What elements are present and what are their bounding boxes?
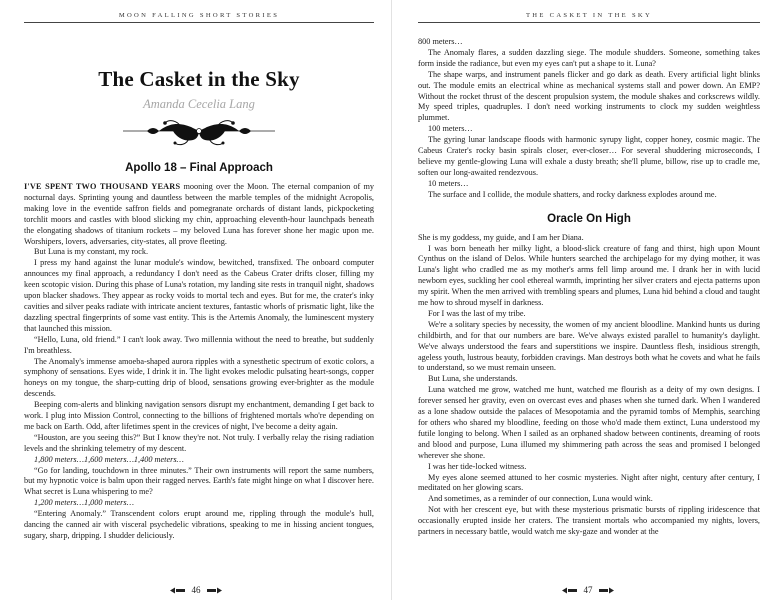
paragraph-altitude: 100 meters… [428,124,473,134]
running-head-left: MOON FALLING SHORT STORIES [118,12,280,19]
ornament-divider-icon [119,118,279,148]
paragraph: “Hello, Luna, old friend.” I can't look away. Two millennia without the need to breathe, but suddenly I'm breathless. [24,334,374,355]
paragraph-altitude: 10 meters… [428,178,469,188]
section-title-apollo: Apollo 18 – Final Approach [125,162,273,174]
paragraph: The Anomaly's immense amoeba-shaped aurora ripples with a synesthetic spectrum of exotic colors, a symphony of sensations. Eyes wide, I drink it in. The light evokes melodic pulsating heart-songs, copper honeys on my tongue, the sharp-cutting drip of blood, sensations growing ever-brighter as the module descends. [24,356,374,399]
paragraph: I was her tide-locked witness. [428,461,527,471]
paragraph: But Luna, she understands. [428,374,518,384]
page-number-left: 46 [0,584,392,595]
paragraph: “Go for landing, touchdown in three minutes.” Their own instruments will report the same numbers, but my hypnotic voice is balm upon their ragged nerves. Earth's fate might hinge on what I discover here. What secret is Luna whispering to me? [24,465,374,497]
paragraph: The gyring lunar landscape floods with harmonic syrupy light, copper honey, cosmic magic. The Cabeus Crater's rocky basin spirals closer, ever-closer… For several shuddering microseconds, I believe my gentle-glowing Luna will exhale a dusty breath; she'll plume, billow, rise up to cradle me, soften our long-awaited rendezvous. [418,135,760,177]
paragraph: Beeping com-alerts and blinking navigation sensors disrupt my enchantment, demanding I get back to work. I plug into Mission Control, connecting to the billions of frightened mortals who're depending on me back on Earth. Odd, after lifetimes spent in the crevices of night, I've become a deity again. [24,400,374,431]
paragraph-altitude: 800 meters… [418,37,463,46]
folio-ornament-icon [562,587,577,594]
paragraph: We're a solitary species by necessity, the women of my ancient bloodline. Mankind hunts us during childbirth, and for that our numbers are bare. We've always existed parallel to humanity's daylight. We've always understood the fears and superstitions we inspire. Dauntless flesh, insidious strength, ageless youth, lustrous beauty, forbidden cravings. Man destroys both what he covets and what he fails to understand, so we must remain unseen. [418,319,760,373]
paragraph: But Luna is my constant, my rock. [34,247,149,257]
folio-ornament-icon [599,587,614,594]
paragraph: Not with her crescent eye, but with these mysterious prismatic bursts of rippling iridescence that occasionally erupted inside her craters. The transient mortals who accompanied my nights, lovers, partners in necessary battle, would watch me sky-gaze and wonder at the [418,505,760,537]
paragraph: I'VE SPENT TWO THOUSAND YEARS mooning over the Moon. The eternal companion of my nocturnal days. Sprinting young and dauntless between the marble temples of the midnight Acropolis, making love in the eventide saffron fields and pomegranate orchards of distant lands, pickpocketing torchlit moors and castles with blood slicking my chin, approaching eleventh-hour launchpads beneath the elongating shadows of titanium rockets – my beloved Luna has forever shone her magic upon me. Worshipers, lovers, adversaries, city-states, all prove fleeting. [24,182,374,246]
paragraph: The shape warps, and instrument panels flicker and go dark as death. Every artificial light blinks out. The module emits an electrical whine as mechanical systems stall and power down. An EMP? Without the rocket thrust of the descent propulsion system, the module shakes and corkscrews wildly. My speed triples, quadruples. I don't need working instruments to clock my sudden weightless plummet. [418,69,760,123]
right-body-text-bottom [418,233,760,538]
paragraph-altitude: 1,800 meters…1,600 meters…1,400 meters… [34,454,184,464]
left-body-text [24,182,374,542]
author-name: Amanda Cecelia Lang [143,97,255,111]
page-number-right: 47 [392,584,784,595]
header-rule-left [24,22,374,23]
paragraph: And sometimes, as a reminder of our connection, Luna would wink. [428,494,653,504]
paragraph: The surface and I collide, the module shatters, and rocky darkness explodes around me. [428,189,717,199]
story-title: The Casket in the Sky [98,67,300,91]
paragraph: For I was the last of my tribe. [428,308,526,318]
paragraph: My eyes alone seemed attuned to her cosmic mysteries. Night after night, century after century, I meditated on her glowing scars. [418,472,760,493]
right-body-text-top [418,37,760,201]
section-title-oracle: Oracle On High [547,212,631,225]
paragraph: She is my goddess, my guide, and I am her Diana. [418,232,584,242]
header-rule-right [418,22,760,23]
paragraph: I press my hand against the lunar module's window, bewitched, transfixed. The onboard computer announces my final approach, a redundancy I don't need as the Cabeus Crater drifts closer, filling my keen scotopic vision. During this phase of Luna's rotation, my landing site rests in tranquil night, shadows upon blacker shadows. They appear as rocky voids to mortal tech and eyes. But for me, the crater's inky cavities and silver peaks radiate with intricate ancient textures, fantastic whorls of prismatic light, like the dazzling spectral fingerprints of some vast entity. This is the Artemis Anomaly, the luminescent mystery that launched this mission. [24,258,375,333]
right-page [392,0,784,600]
paragraph: I was born beneath her milky light, a blood-slick creature of fang and thirst, high upon Mount Cynthus on the island of Delos. While hunters searched the archipelago for my dying mother, it was Luna's light who cradled me as my mother's arms fell limp around me. I drank her in with lucid newborn eyes, suckling her cool ethereal warmth, imprinting her silver craters and ejecta patterns upon my spirit. When the men arrived with trembling spears and plumes, Luna hid behind a cloud and taught me how to shroud myself in darkness. [418,243,760,308]
paragraph: The Anomaly flares, a sudden dazzling siege. The module shudders. Someone, something takes form inside the radiance, but even my eyes can't put a shape to it. Luna? [418,47,760,68]
paragraph: “Entering Anomaly.” Transcendent colors erupt around me, rippling through the module's hull, dancing the canned air with visceral psychedelic vibrations, speaking to me in hissing ancient tongues, sugary, sharp, dripping. I shudder deliciously. [24,509,374,540]
paragraph: “Houston, are you seeing this?” But I know they're not. Not truly. I verbally relay the rising radiation levels and the shrinking telemetry of my descent. [24,432,374,453]
folio-ornament-icon [207,587,222,594]
folio-ornament-icon [170,587,185,594]
running-head-right: THE CASKET IN THE SKY [525,12,653,19]
paragraph: Luna watched me grow, watched me hunt, watched me flourish as a deity of my own designs. I forever sensed her gravity, even on overcast eves and phases when she turned dark. When I wandered as a lone shadow outside the palaces of Mesopotamia and the pyramid tombs of Memphis, searching for others who shared my bloodline, feeding on those who'd made them extinct, Luna understood my futile longing to belong. When I sailed as an orphaned shadow between continents, dreaming of roots and blood and purpose, Luna illumed my shimmering path across the seas and promised I belonged wherever she shone. [418,385,760,460]
paragraph-altitude: 1,200 meters…1,000 meters… [34,498,134,508]
paragraph-lead-in: I'VE SPENT TWO THOUSAND YEARS [24,182,181,191]
